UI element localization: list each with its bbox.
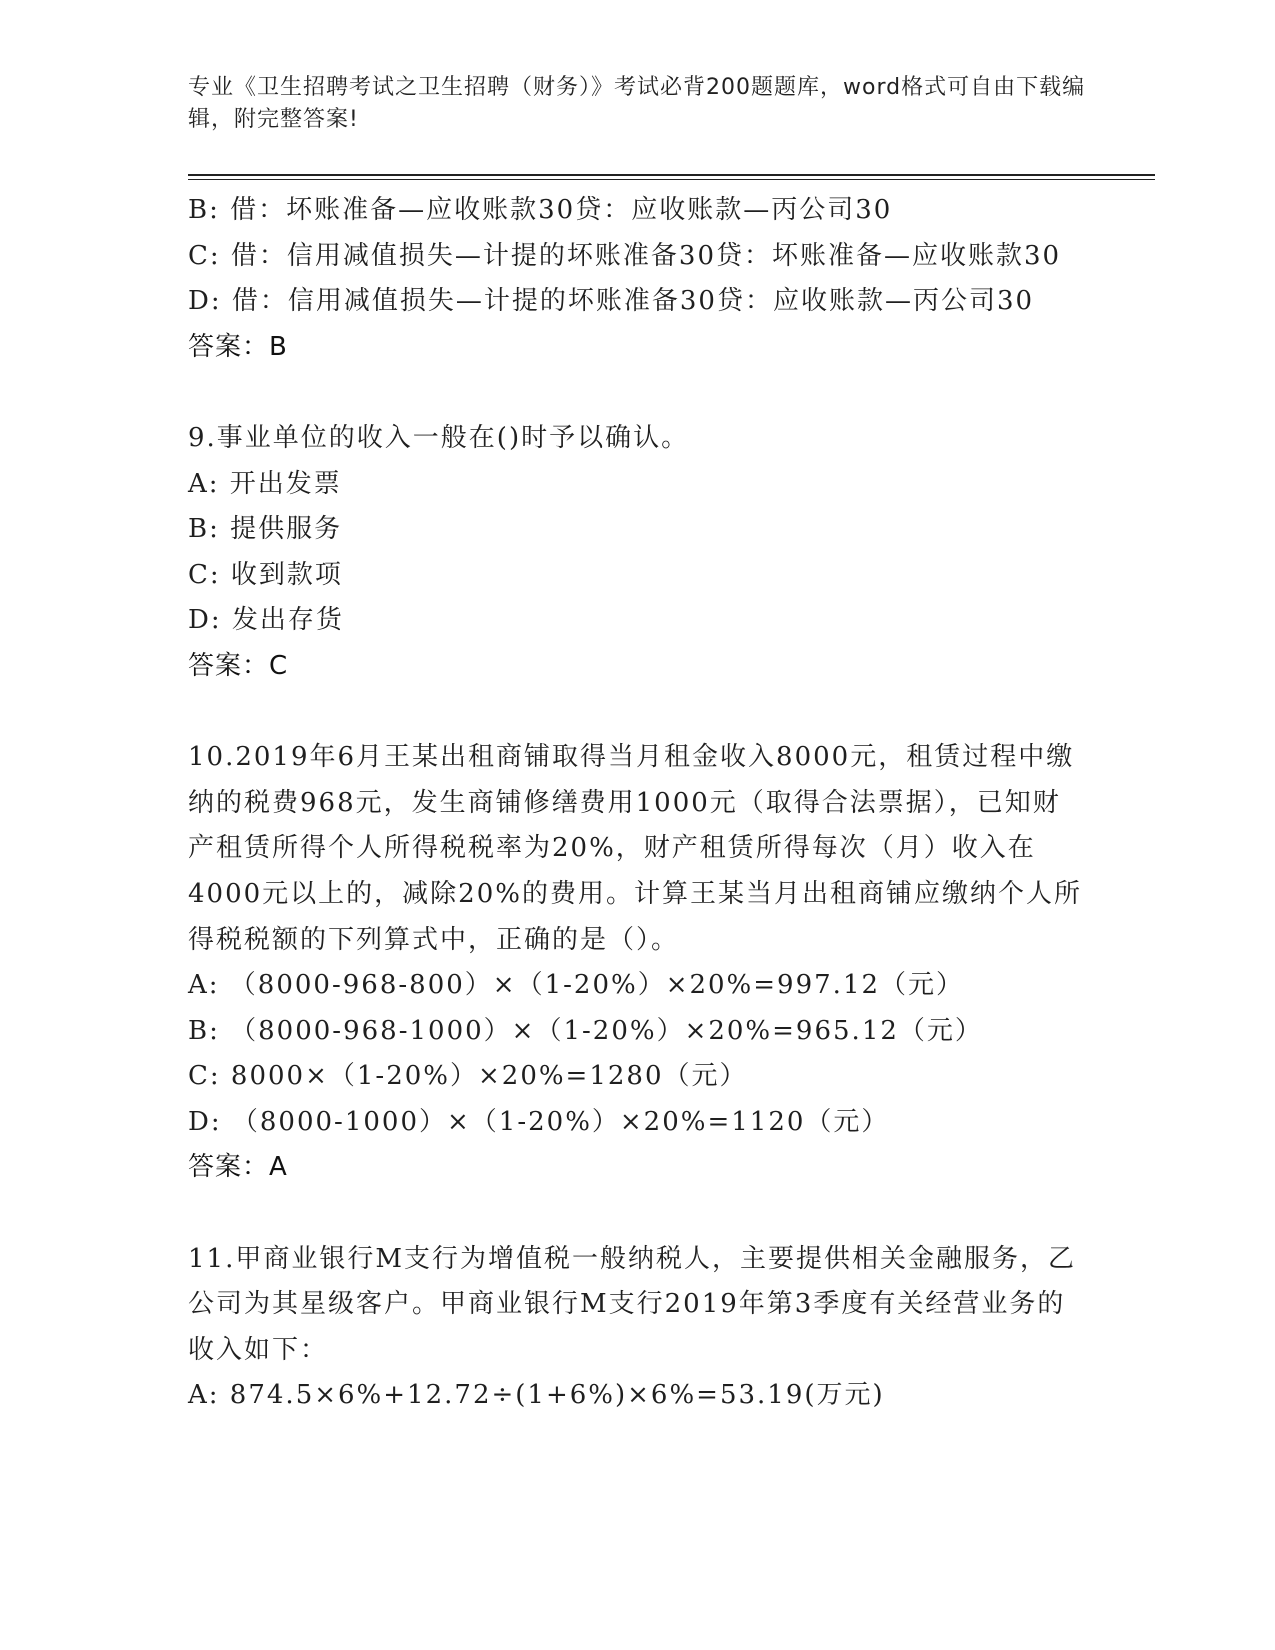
q9-option-d: D: 发出存货 <box>188 605 344 636</box>
q8-option-c: C: 借：信用减值损失—计提的坏账准备30贷：坏账准备—应收账款30 <box>188 240 1062 271</box>
q9-option-a: A: 开出发票 <box>188 468 342 499</box>
q9-option-b: B: 提供服务 <box>188 514 343 545</box>
section-gap <box>188 370 1088 416</box>
page-header <box>188 72 1088 136</box>
q10-option-b: B: （8000-968-1000）×（1-20%）×20%=965.12（元） <box>188 1015 983 1046</box>
q10-option-c: C: 8000×（1-20%）×20%=1280（元） <box>188 1061 748 1092</box>
q8-option-d: D: 借：信用减值损失—计提的坏账准备30贷：应收账款—丙公司30 <box>188 286 1035 317</box>
q10-option-a: A: （8000-968-800）×（1-20%）×20%=997.12（元） <box>188 970 965 1001</box>
question-8-continued <box>188 188 1088 370</box>
document-body <box>188 188 1088 1419</box>
q9-option-c: C: 收到款项 <box>188 559 343 590</box>
q10-option-d: D: （8000-1000）×（1-20%）×20%=1120（元） <box>188 1106 890 1137</box>
q9-stem: 9.事业单位的收入一般在()时予以确认。 <box>188 422 690 453</box>
question-10 <box>188 735 1088 1191</box>
page-header-title: 专业《卫生招聘考试之卫生招聘（财务）》考试必背200题题库，word格式可自由下载编辑，附完整答案! <box>188 75 1086 132</box>
q10-answer: 答案：A <box>188 1152 288 1183</box>
q10-stem: 10.2019年6月王某出租商铺取得当月租金收入8000元，租赁过程中缴纳的税费968元，发生商铺修缮费用1000元（取得合法票据），已知财产租赁所得个人所得税税率为20%，财产租赁所得每次（月）收入在4000元以上的，减除20%的费用。计算王某当月出租商铺应缴纳个人所得税税额的下列算式中，正确的是（）。 <box>188 742 1082 955</box>
section-gap <box>188 690 1088 736</box>
section-gap <box>188 1191 1088 1237</box>
q8-option-b: B: 借：坏账准备—应收账款30贷：应收账款—丙公司30 <box>188 195 893 225</box>
q8-answer: 答案：B <box>188 331 288 362</box>
q11-option-a: A: 874.5×6%+12.72÷(1+6%)×6%=53.19(万元) <box>188 1380 885 1411</box>
header-divider <box>188 174 1155 180</box>
question-9 <box>188 416 1088 690</box>
q11-stem: 11.甲商业银行M支行为增值税一般纳税人，主要提供相关金融服务，乙公司为其星级客户。甲商业银行M支行2019年第3季度有关经营业务的收入如下： <box>188 1243 1076 1365</box>
q9-answer: 答案：C <box>188 650 289 681</box>
question-11 <box>188 1237 1088 1419</box>
